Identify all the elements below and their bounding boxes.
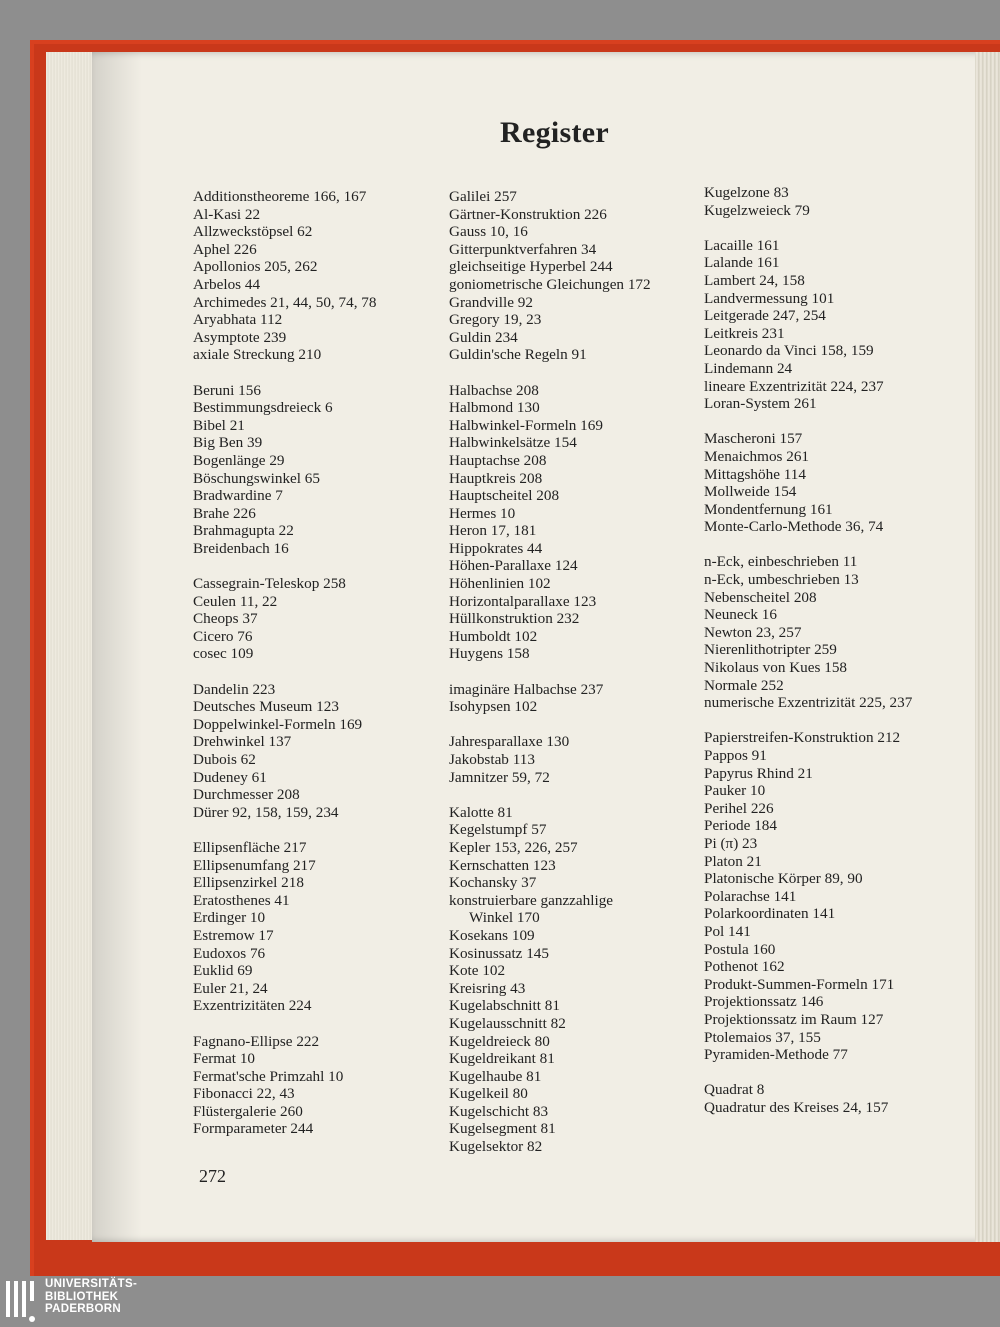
- index-column-2: [449, 188, 689, 1173]
- index-entry: Kepler 153, 226, 257: [449, 838, 578, 856]
- index-entry: Euklid 69: [193, 962, 253, 980]
- page-number: 272: [199, 1166, 226, 1186]
- index-letter-group: [193, 681, 433, 822]
- index-entry: Papierstreifen-Konstruktion 212: [704, 729, 901, 747]
- index-entry: Erdinger 10: [193, 909, 266, 927]
- index-entry: Kugelausschnitt 82: [449, 1014, 566, 1032]
- index-entry: Gauss 10, 16: [449, 223, 528, 241]
- index-entry: Guldin 234: [449, 328, 518, 346]
- index-entry: Ellipsenumfang 217: [193, 856, 316, 874]
- index-entry: Asymptote 239: [193, 328, 287, 346]
- index-entry: Polarkoordinaten 141: [704, 905, 836, 923]
- index-entry: Kreisring 43: [449, 979, 526, 997]
- index-entry: Höhenlinien 102: [449, 575, 551, 593]
- index-letter-group: [449, 804, 689, 1156]
- index-entry: Humboldt 102: [449, 627, 538, 645]
- index-entry: Breidenbach 16: [193, 539, 289, 557]
- index-entry: Cheops 37: [193, 610, 258, 628]
- index-entry: Cassegrain-Teleskop 258: [193, 575, 346, 593]
- index-entry: Brahmagupta 22: [193, 522, 294, 540]
- index-entry: Isohypsen 102: [449, 698, 538, 716]
- index-entry: Lalande 161: [704, 254, 780, 272]
- index-column-3: [704, 184, 964, 1134]
- index-letter-group: [193, 839, 433, 1015]
- index-entry: Mittagshöhe 114: [704, 465, 806, 483]
- index-entry: Perihel 226: [704, 799, 774, 817]
- index-entry: Nebenscheitel 208: [704, 588, 817, 606]
- index-entry: Cicero 76: [193, 627, 253, 645]
- index-entry: Lindemann 24: [704, 359, 793, 377]
- index-entry: Arbelos 44: [193, 275, 261, 293]
- index-letter-group: [704, 553, 964, 711]
- index-entry: Kernschatten 123: [449, 856, 556, 874]
- index-entry: Aphel 226: [193, 240, 257, 258]
- index-entry: Normale 252: [704, 676, 784, 694]
- index-entry: Brahe 226: [193, 504, 256, 522]
- index-letter-group: [193, 382, 433, 558]
- footer-bar: [0, 1276, 1000, 1327]
- index-entry: Doppelwinkel-Formeln 169: [193, 715, 363, 733]
- index-entry: Drehwinkel 137: [193, 733, 292, 751]
- index-entry: lineare Exzentrizität 224, 237: [704, 377, 884, 395]
- index-entry: Kugelabschnitt 81: [449, 997, 560, 1015]
- index-letter-group: [704, 729, 964, 1063]
- index-entry: Loran-System 261: [704, 395, 817, 413]
- index-entry: Horizontalparallaxe 123: [449, 592, 597, 610]
- index-entry: Grandville 92: [449, 293, 533, 311]
- index-letter-group: [704, 430, 964, 536]
- index-entry: Pol 141: [704, 922, 751, 940]
- index-entry: Dubois 62: [193, 751, 256, 768]
- index-entry: Bradwardine 7: [193, 487, 283, 505]
- index-entry: Mascheroni 157: [704, 430, 803, 448]
- index-entry: Kochansky 37: [449, 874, 537, 892]
- page-title: Register: [500, 116, 610, 149]
- index-entry: Papyrus Rhind 21: [704, 764, 813, 782]
- index-entry: konstruierbare ganzzahlige: [449, 891, 614, 909]
- gutter-shadow: [92, 52, 142, 1242]
- index-entry: Produkt-Summen-Formeln 171: [704, 975, 895, 993]
- index-entry: Mollweide 154: [704, 483, 797, 501]
- index-entry: Kugelzone 83: [704, 184, 789, 201]
- index-entry: numerische Exzentrizität 225, 237: [704, 694, 913, 712]
- index-letter-group: [193, 188, 433, 364]
- index-entry: Huygens 158: [449, 645, 530, 663]
- index-entry: Mondentfernung 161: [704, 500, 833, 518]
- index-entry: Allzweckstöpsel 62: [193, 223, 313, 241]
- index-entry: Polarachse 141: [704, 887, 797, 905]
- index-entry: Halbachse 208: [449, 381, 539, 399]
- index-entry: Jahresparallaxe 130: [449, 733, 570, 751]
- index-entry: Formparameter 244: [193, 1120, 314, 1138]
- index-entry: Big Ben 39: [193, 434, 263, 452]
- index-entry: Kugeldreieck 80: [449, 1032, 550, 1050]
- index-entry: n-Eck, umbeschrieben 13: [704, 571, 859, 589]
- index-entry: Neuneck 16: [704, 606, 777, 624]
- index-entry: Aryabhata 112: [193, 311, 283, 329]
- index-entry: Lacaille 161: [704, 236, 780, 254]
- index-entry: Kosekans 109: [449, 926, 535, 944]
- index-letter-group: [449, 188, 689, 364]
- index-entry: Nikolaus von Kues 158: [704, 659, 848, 677]
- index-entry: Hauptkreis 208: [449, 469, 543, 487]
- facing-page-edge: [975, 52, 1000, 1242]
- index-entry: Euler 21, 24: [193, 979, 268, 997]
- index-entry: Kugelschicht 83: [449, 1102, 549, 1120]
- index-entry: Newton 23, 257: [704, 623, 802, 641]
- index-entry: Fermat 10: [193, 1050, 256, 1068]
- index-entry: Fagnano-Ellipse 222: [193, 1032, 320, 1050]
- index-entry: Hauptscheitel 208: [449, 487, 560, 505]
- index-entry: Halbwinkelsätze 154: [449, 434, 577, 452]
- index-entry: Additionstheoreme 166, 167: [193, 188, 367, 205]
- index-entry: Nierenlithotripter 259: [704, 641, 837, 659]
- index-entry: Eudoxos 76: [193, 944, 266, 962]
- index-entry: Landvermessung 101: [704, 289, 835, 307]
- library-logo-text: [45, 1278, 137, 1316]
- index-entry: Hauptachse 208: [449, 451, 547, 469]
- index-entry: Pi (π) 23: [704, 834, 758, 852]
- index-entry: Dudeney 61: [193, 768, 267, 786]
- index-entry: Estremow 17: [193, 926, 274, 944]
- index-entry: Exzentrizitäten 224: [193, 997, 312, 1015]
- index-entry: Kalotte 81: [449, 803, 513, 821]
- index-entry: Projektionssatz 146: [704, 993, 824, 1011]
- index-entry: Böschungswinkel 65: [193, 469, 320, 487]
- index-entry: Halbwinkel-Formeln 169: [449, 416, 603, 434]
- index-entry: goniometrische Gleichungen 172: [449, 275, 651, 293]
- index-entry: Kosinussatz 145: [449, 944, 549, 962]
- index-entry: Leonardo da Vinci 158, 159: [704, 342, 874, 360]
- library-logo-icon: [4, 1279, 38, 1325]
- index-entry: cosec 109: [193, 645, 254, 663]
- index-entry: Kugeldreikant 81: [449, 1050, 555, 1068]
- index-letter-group: [704, 237, 964, 413]
- index-entry: Projektionssatz im Raum 127: [704, 1010, 884, 1028]
- index-entry: Guldin'sche Regeln 91: [449, 346, 587, 364]
- index-entry: Leitkreis 231: [704, 324, 785, 342]
- index-letter-group: [449, 733, 689, 786]
- index-entry: Al-Kasi 22: [193, 205, 261, 223]
- index-entry: Fibonacci 22, 43: [193, 1085, 295, 1103]
- index-entry: Bibel 21: [193, 416, 245, 434]
- index-letter-group: [193, 1033, 433, 1139]
- index-entry: Bestimmungsdreieck 6: [193, 399, 333, 417]
- index-entry: Monte-Carlo-Methode 36, 74: [704, 518, 884, 536]
- index-entry: Kugelsegment 81: [449, 1120, 556, 1138]
- index-entry: Quadratur des Kreises 24, 157: [704, 1098, 889, 1116]
- index-entry: Jakobstab 113: [449, 751, 535, 768]
- index-letter-group: [704, 1081, 964, 1116]
- index-letter-group: [704, 184, 964, 219]
- index-entry: Ptolemaios 37, 155: [704, 1028, 821, 1046]
- index-entry: Ellipsenfläche 217: [193, 838, 307, 856]
- index-column-1: [193, 188, 433, 1156]
- index-entry: Platonische Körper 89, 90: [704, 870, 863, 888]
- index-entry: Postula 160: [704, 940, 776, 958]
- index-entry: Flüstergalerie 260: [193, 1102, 303, 1120]
- index-letter-group: [193, 575, 433, 663]
- index-entry: Kugelzweieck 79: [704, 201, 810, 219]
- index-entry: Halbmond 130: [449, 399, 540, 417]
- index-entry: Pothenot 162: [704, 958, 785, 976]
- index-entry: axiale Streckung 210: [193, 346, 322, 364]
- index-entry: Platon 21: [704, 852, 762, 870]
- index-entry: Quadrat 8: [704, 1081, 765, 1099]
- index-entry: Kugelsektor 82: [449, 1138, 543, 1156]
- index-entry: Apollonios 205, 262: [193, 258, 318, 276]
- index-entry: Deutsches Museum 123: [193, 698, 339, 716]
- logo-line: PADERBORN: [45, 1303, 121, 1315]
- index-letter-group: [449, 382, 689, 664]
- index-entry: Menaichmos 261: [704, 447, 810, 465]
- index-entry: Ceulen 11, 22: [193, 592, 278, 610]
- index-entry: Gitterpunktverfahren 34: [449, 240, 597, 258]
- index-entry: Kugelhaube 81: [449, 1067, 542, 1085]
- index-entry: gleichseitige Hyperbel 244: [449, 258, 613, 276]
- index-entry: Gärtner-Konstruktion 226: [449, 205, 607, 223]
- index-entry: Hermes 10: [449, 504, 516, 522]
- index-entry: Gregory 19, 23: [449, 311, 542, 329]
- index-entry: Lambert 24, 158: [704, 271, 805, 289]
- index-entry: Pauker 10: [704, 782, 766, 800]
- index-letter-group: [449, 681, 689, 716]
- index-entry: Bogenlänge 29: [193, 451, 285, 469]
- index-entry: Eratosthenes 41: [193, 891, 290, 909]
- index-entry: Kote 102: [449, 962, 506, 980]
- index-entry: n-Eck, einbeschrieben 11: [704, 553, 858, 571]
- index-entry: Durchmesser 208: [193, 786, 300, 804]
- index-entry: Höhen-Parallaxe 124: [449, 557, 578, 575]
- index-entry: Fermat'sche Primzahl 10: [193, 1067, 344, 1085]
- index-entry: Dürer 92, 158, 159, 234: [193, 803, 339, 821]
- index-entry: Galilei 257: [449, 188, 517, 205]
- index-entry: Pappos 91: [704, 747, 767, 764]
- index-entry: Beruni 156: [193, 381, 261, 399]
- index-entry: Dandelin 223: [193, 680, 276, 698]
- index-entry: Winkel 170: [469, 909, 540, 927]
- logo-line: UNIVERSITÄTS-: [45, 1278, 138, 1290]
- logo-line: BIBLIOTHEK: [45, 1290, 119, 1303]
- index-entry: Hüllkonstruktion 232: [449, 610, 580, 628]
- index-entry: Jamnitzer 59, 72: [449, 768, 550, 786]
- index-entry: Ellipsenzirkel 218: [193, 874, 304, 892]
- index-entry: Hippokrates 44: [449, 539, 543, 557]
- index-entry: Archimedes 21, 44, 50, 74, 78: [193, 293, 377, 311]
- index-entry: Periode 184: [704, 817, 777, 835]
- index-entry: Leitgerade 247, 254: [704, 307, 826, 325]
- index-entry: Heron 17, 181: [449, 522, 537, 540]
- index-entry: Kugelkeil 80: [449, 1085, 528, 1103]
- index-entry: Pyramiden-Methode 77: [704, 1046, 848, 1064]
- index-entry: Kegelstumpf 57: [449, 821, 547, 839]
- index-entry: imaginäre Halbachse 237: [449, 680, 604, 698]
